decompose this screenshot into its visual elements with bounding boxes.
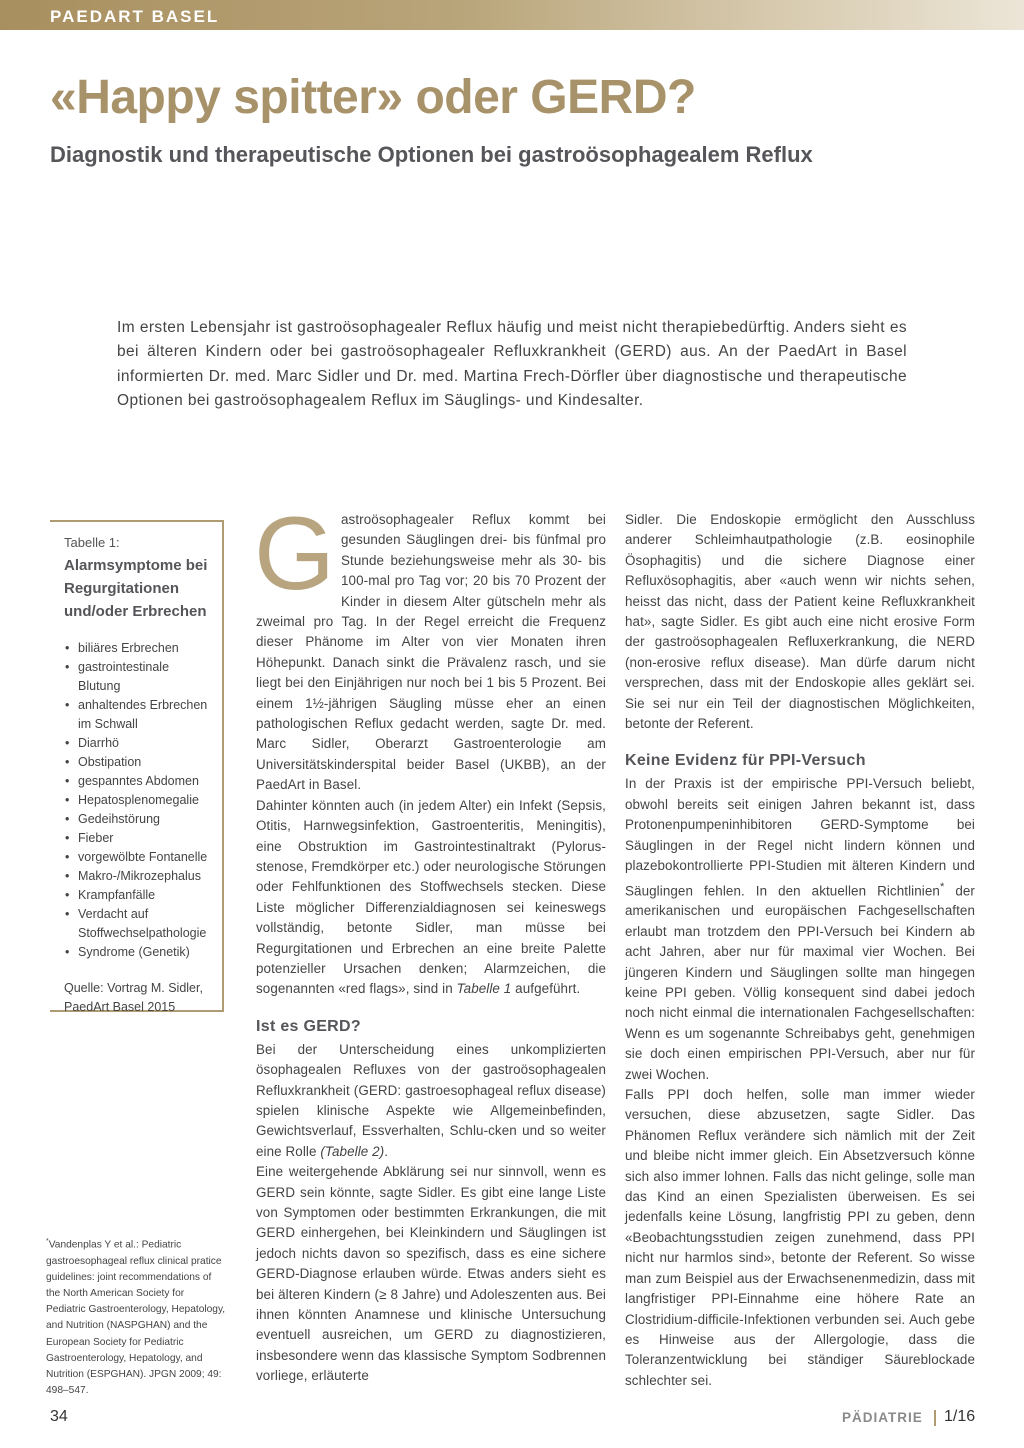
list-item: • Verdacht auf Stoffwechselpathologie [64, 905, 214, 943]
magazine-brand: PÄDIATRIE [842, 1410, 923, 1425]
table-reference: (Tabelle 2) [320, 1143, 385, 1159]
header-bar [0, 0, 1024, 30]
footnote-ref: * [939, 880, 945, 893]
paragraph-text: astroösophagealer Reflux kommt bei gesunden Säuglingen drei- bis fünfmal pro Stunde beziehungsweise mehr als 30- bis 100-mal pro Tag vor; 20 bis 70 Prozent der Kinder in diesem Alter gütscheln mehr als zweimal pro Tag. In der Regel erreicht die Frequenz dieser Phänome im Alter von vier Monaten ihren Höhepunkt. Danach sinkt die Prävalenz rasch, und sie liegt bei den Einjährigen nur noch bei 1 bis 5 Prozent. Bei einem 1½-jährigen Säugling müsse eher an einen pathologischen Reflux gedacht werden, sagte Dr. med. Marc Sidler, Oberarzt Gastroenterologie am Universitätskinderspital beider Basel (UKBB), an der PaedArt in Basel. [256, 512, 606, 793]
body-column-1 [254, 496, 606, 1387]
paragraph-text: aufgeführt. [511, 981, 581, 997]
section-heading: Ist es GERD? [256, 1017, 361, 1035]
list-item: • Syndrome (Genetik) [64, 943, 214, 962]
paragraph-text: . [384, 1143, 389, 1159]
body-paragraph [256, 796, 606, 1000]
list-item: • biliäres Erbrechen [64, 639, 214, 658]
body-paragraph [254, 496, 606, 796]
body-paragraph [256, 1040, 606, 1162]
list-item: • vorgewölbte Fontanelle [64, 848, 214, 867]
list-item: • Hepatosplenomegalie [64, 791, 214, 810]
footnote-text: Vandenplas Y et al.: Pediatric gastroesophageal reflux clinical pratice guidelines: joint recommendations of the North American Society for Pediatric Gastroenterology, Hepatology, and Nutrition (NASPGHAN) and the European Society for Pediatric Gastroenterology, Hepatology, and Nutrition (ESPGHAN). JPGN 2009; 49: 498–547. [46, 1239, 226, 1397]
list-item: • anhaltendes Erbrechen im Schwall [64, 696, 214, 734]
page-number: 34 [50, 1408, 68, 1425]
paragraph-text: In der Praxis ist der empirische PPI-Versuch beliebt, obwohl bereits seit einigen Jahren bekannt ist, dass Protonenpumpeninhibitoren GERD-Symptome bei Säuglingen in der Regel nicht lindern können und plazebokontrollierte PPI-Studien mit älteren Kindern und Säuglingen fehlen. In den aktuellen Richtlinien [625, 776, 975, 898]
body-column-2 [625, 510, 975, 1391]
list-item: • gastrointestinale Blutung [64, 658, 214, 696]
lead-paragraph: Im ersten Lebensjahr ist gastroösophagealer Reflux häufig und meist nicht therapiebedürftig. Anders sieht es bei älteren Kindern oder bei gastroösophagealer Refluxkrankheit (GERD) aus. An der PaedArt in Basel informierten Dr. med. Marc Sidler und Dr. med. Martina Frech-Dörfler über diagnostische und therapeutische Optionen bei gastroösophagealem Reflux im Säuglings- und Kindesalter. [117, 319, 907, 410]
section-heading: Keine Evidenz für PPI-Versuch [625, 752, 866, 770]
list-item: • Fieber [64, 829, 214, 848]
table-source: Quelle: Vortrag M. Sidler, PaedArt Basel 2015 [64, 981, 203, 1014]
paragraph-text: der amerikanischen und europäischen Fachgesellschaften erlaubt man trotzdem den PPI-Versuch bei Kindern ab acht Jahren, aber nur für maximal vier Wochen. Bei jüngeren Kindern und Säuglingen sollte man hingegen keine PPI geben. Völlig konsequent sind dabei jedoch noch nicht einmal die internationalen Fachgesellschaften: Wenn es um sogenannte Schreibabys geht, genehmigen sie doch einen empirischen PPI-Versuch, aber nur für zwei Wochen. [625, 882, 975, 1082]
article-subtitle: Diagnostik und therapeutische Optionen bei gastroösophagealem Reflux [50, 142, 813, 167]
list-item: • Diarrhö [64, 734, 214, 753]
table-reference: Tabelle 1 [456, 981, 512, 997]
body-paragraph [625, 774, 975, 1085]
issue-number: 1/16 [944, 1408, 976, 1425]
article-title: «Happy spitter» oder GERD? [50, 71, 696, 124]
list-item: • Makro-/Mikrozephalus [64, 867, 214, 886]
body-paragraph: Eine weitergehende Abklärung sei nur sinnvoll, wenn es GERD sein könnte, sagte Sidler. Es gibt eine lange Liste von Symptomen oder bestimmten Erkrankungen, die mit GERD einhergehen, bei Kleinkindern und Säuglingen ist jedoch nichts davon so spezifisch, dass es eine sichere GERD-Diagnose erlauben würde. Etwas anders sieht es bei älteren Kindern (≥ 8 Jahre) und Adoleszenten aus. Bei ihnen könnten Anamnese und klinische Untersuchung eventuell ausreichen, um GERD zu diagnostizieren, insbesondere wenn das klassische Symptom Sodbrennen vorliege, erläuterte [256, 1164, 606, 1384]
list-item: • Krampfanfälle [64, 886, 214, 905]
alarm-symptom-list [64, 639, 214, 962]
list-item: • Obstipation [64, 753, 214, 772]
table-label: Tabelle 1: [64, 535, 120, 550]
list-item: • Gedeihstörung [64, 810, 214, 829]
alarm-symptoms-table [50, 520, 224, 1012]
drop-cap: G [254, 496, 335, 612]
paragraph-text: Dahinter könnten auch (in jedem Alter) ein Infekt (Sepsis, Otitis, Harnwegsinfektion, Gastroenteritis, Meningitis), eine Obstruktion im Gastrointestinaltrakt (Pylorus-stenose, Fremdkörper etc.) oder neurologische Störungen oder Fehlfunktionen des Stoffwechsels stecken. Diese Liste möglicher Differenzialdiagnosen sei keineswegs vollständig, betonte Sidler, man müsse bei Regurgitationen und Erbrechen an eine breite Palette potenzieller Ursachen denken; Alarmzeichen, die sogenannten «red flags», sind in [256, 797, 606, 997]
footnote [46, 1234, 226, 1399]
list-item: • gespanntes Abdomen [64, 772, 214, 791]
footer-divider [934, 1410, 936, 1426]
footnote-mark: * [46, 1238, 49, 1245]
paragraph-text: Bei der Unterscheidung eines unkomplizierten ösophagealen Refluxes von der gastroösophagealen Refluxkrankheit (GERD: gastroesophageal reflux disease) spielen klinische Aspekte wie Allgemeinbefinden, Gewichtsverlauf, Essverhalten, Schlu-cken und so weiter eine Rolle [256, 1041, 606, 1159]
table-title: Alarmsymptome bei Regurgitationen und/oder Erbrechen [64, 557, 208, 620]
body-paragraph: Falls PPI doch helfen, solle man immer wieder versuchen, diese abzusetzen, sagte Sidler. Das Phänomen Reflux verändere sich nämlich mit der Zeit und bleibe nicht immer gleich. Ein Absetzversuch könne sich also immer lohnen. Falls das nicht gelinge, solle man das Kind an einen Spezialisten überweisen. Es sei jedenfalls keine Lösung, langfristig PPI zu geben, denn «Beobachtungsstudien zeigen zunehmend, dass PPI nicht nur harmlos sind», betonte der Referent. So wisse man zum Beispiel aus der Erwachsenenmedizin, dass mit langfristiger PPI-Einnahme eine höhere Rate an Clostridium-difficile-Infektionen verbunden sei. Auch gebe es Hinweise aus der Allergologie, dass die Toleranzentwicklung bei ständiger Säureblockade schlechter sei. [625, 1087, 975, 1388]
body-paragraph-continued: Sidler. Die Endoskopie ermöglicht den Ausschluss anderer Schleimhautpathologie (z.B. eosinophile Ösophagitis) und die sichere Diagnose einer Refluxösophagitis, aber «auch wenn wir nichts sehen, heisst das nicht, dass der Patient keine Refluxkrankheit hat», sagte Sidler. Es gibt auch eine nicht erosive Form der gastroösophagealen Refluxerkrankung, die NERD (non-erosive reflux disease). Man dürfe darum nicht versprechen, dass mit der Endoskopie alles geklärt sei. Sie sei nur ein Teil der diagnostischen Möglichkeiten, betonte der Referent. [625, 512, 975, 732]
section-kicker: PAEDART BASEL [50, 7, 220, 26]
